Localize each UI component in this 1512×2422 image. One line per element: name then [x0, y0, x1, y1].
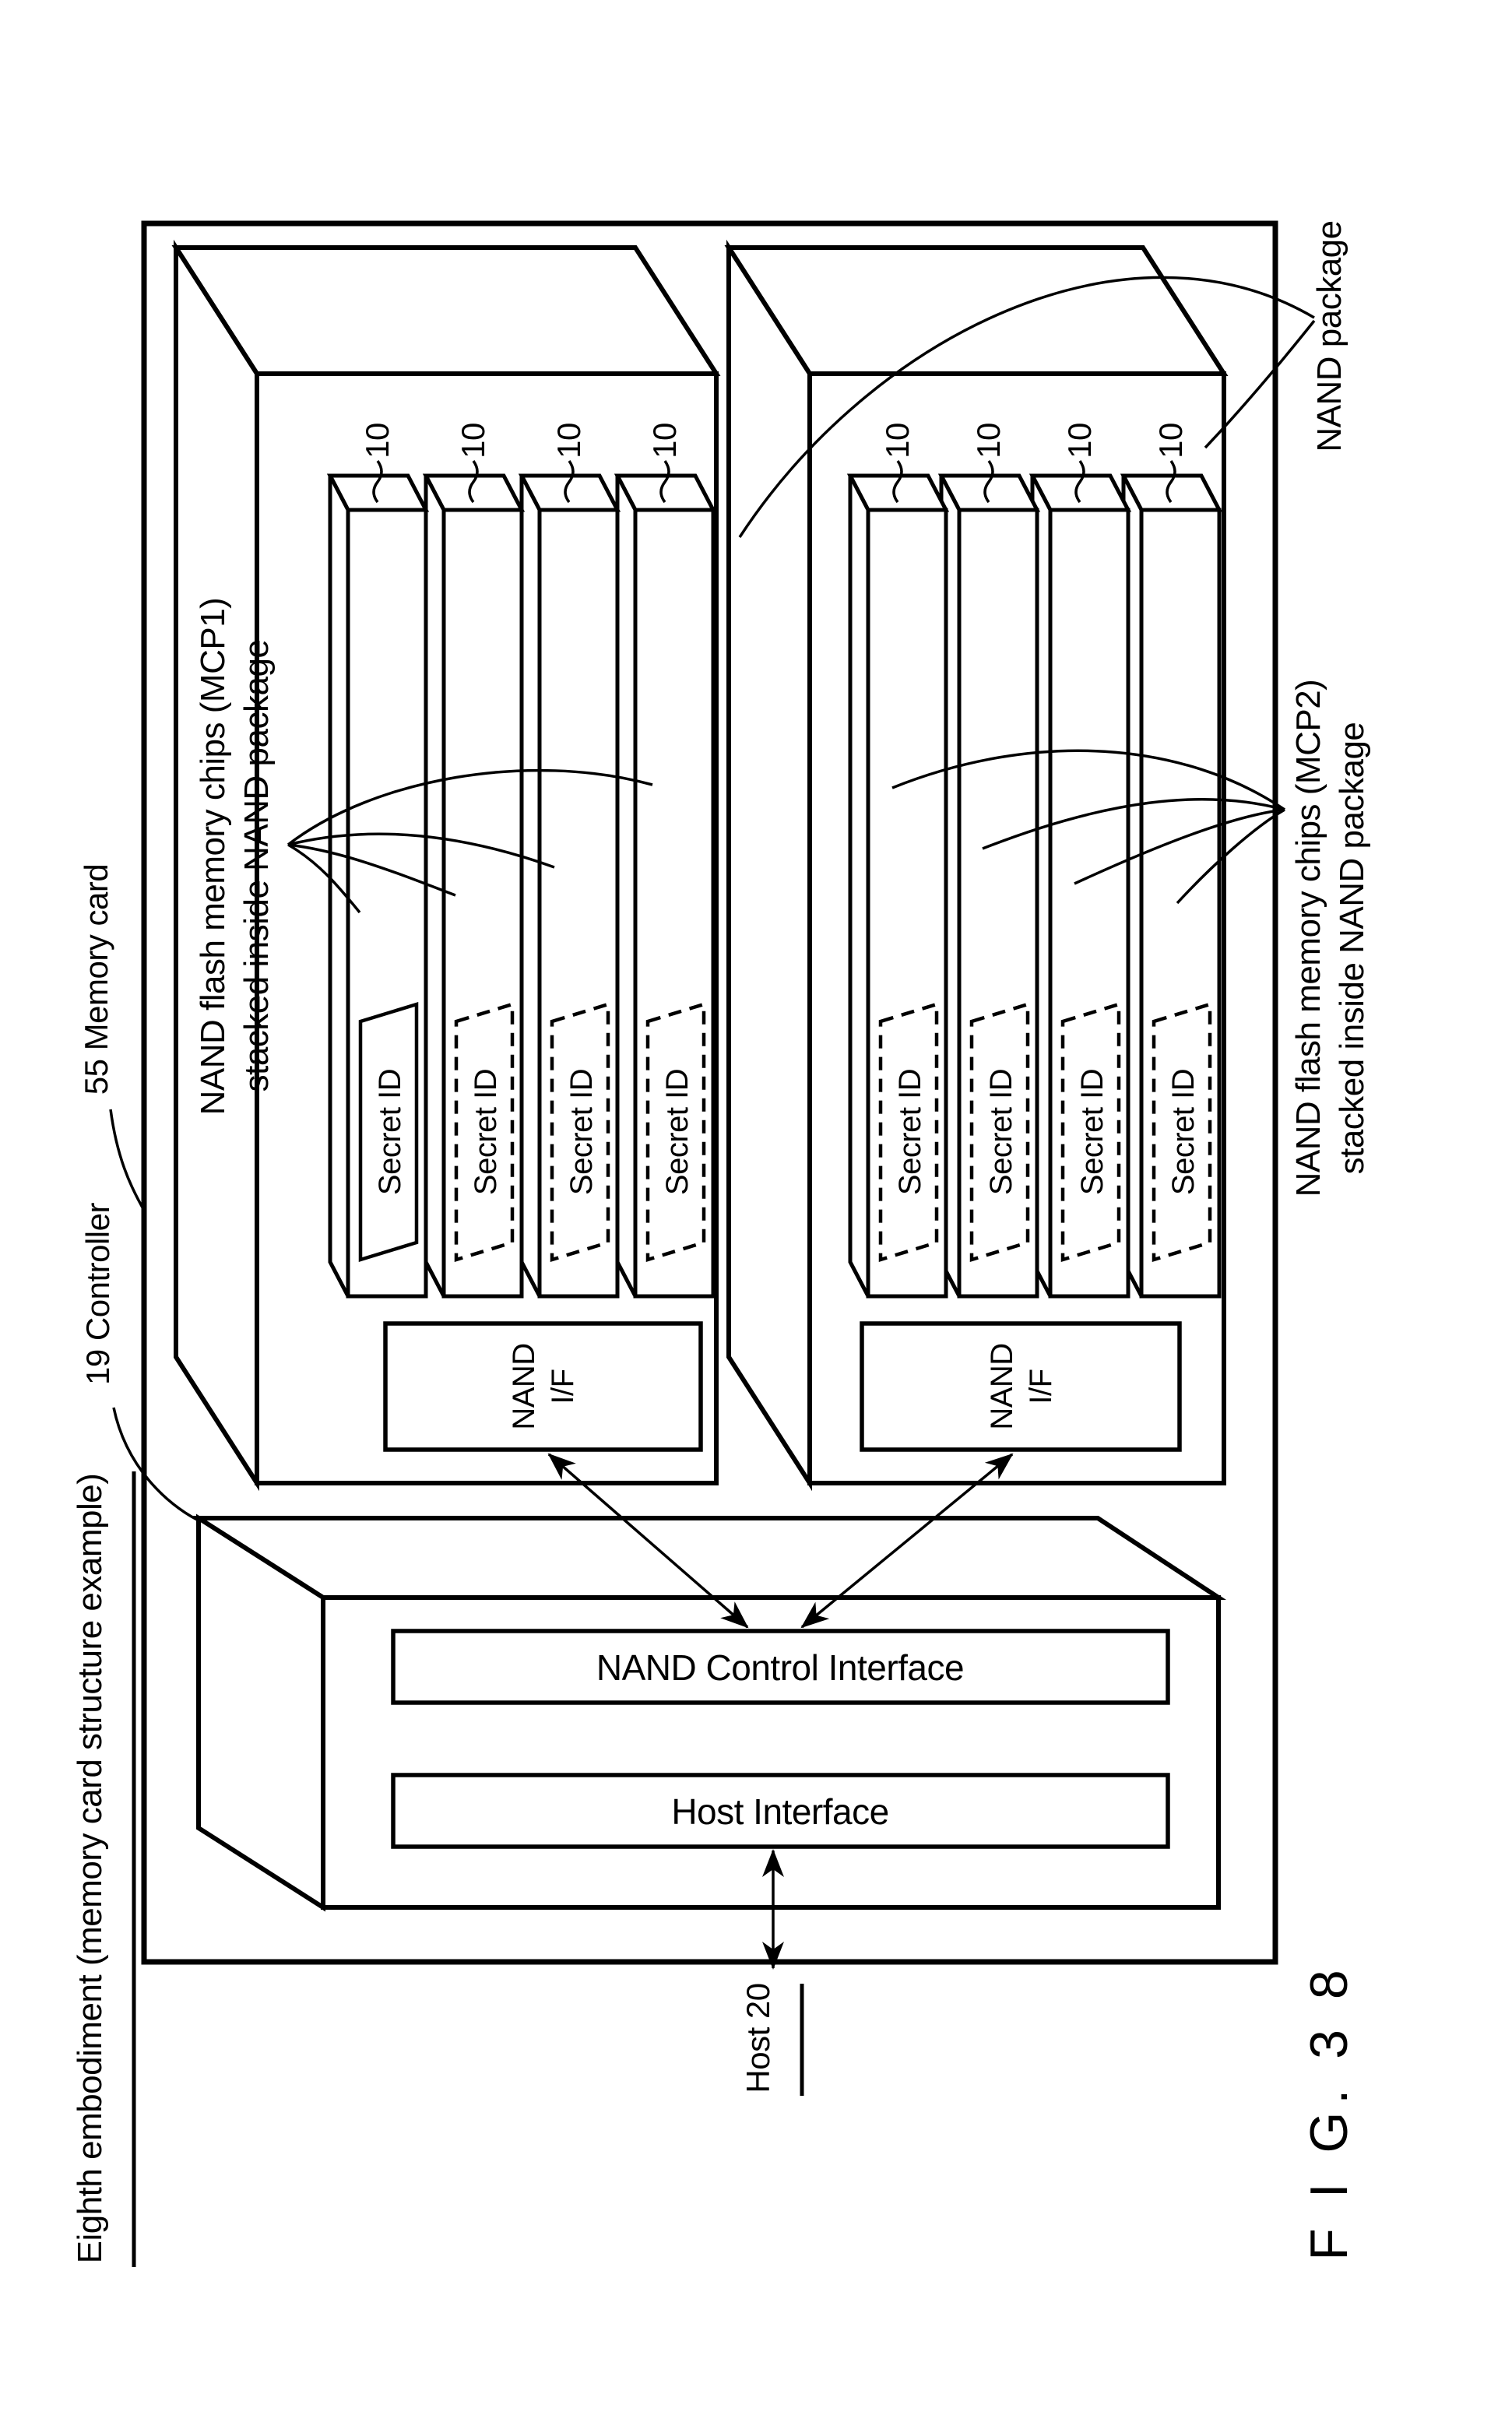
mcp2-chip-3: [1032, 423, 1128, 1296]
mcp2-nand-if-label-line2: I/F: [1024, 1369, 1058, 1404]
mcp1-chip-4: [617, 423, 713, 1296]
mcp1-top-face: [176, 248, 716, 374]
chip-ref-label: 10: [455, 423, 491, 459]
chip-left-face: [617, 476, 635, 1296]
mcp1-label-line1: NAND flash memory chips (MCP1): [194, 597, 232, 1116]
chip-left-face: [522, 476, 540, 1296]
mcp1-nand-if-label-line2: I/F: [546, 1369, 580, 1404]
nand-package-label: NAND package: [1310, 220, 1348, 452]
chip-ref-label: 10: [879, 423, 916, 459]
mcp2-label-line1: NAND flash memory chips (MCP2): [1289, 679, 1327, 1197]
mcp2-chip-4: [1123, 423, 1219, 1296]
mcp1-chip-1: [330, 423, 426, 1296]
host-interface-label: Host Interface: [671, 1791, 889, 1832]
memory-card-leader-line: [111, 1109, 146, 1213]
secret-id-label: Secret ID: [1166, 1068, 1201, 1196]
figure-label: F I G. 3 8: [1299, 1962, 1359, 2261]
chip-ref-label: 10: [550, 423, 587, 459]
host-label: Host 20: [740, 1983, 776, 2093]
nand-control-interface-label: NAND Control Interface: [596, 1647, 965, 1688]
secret-id-label: Secret ID: [469, 1068, 503, 1196]
secret-id-label: Secret ID: [893, 1068, 927, 1196]
chip-left-face: [850, 476, 868, 1296]
memory-card-ref-label: 55 Memory card: [78, 863, 114, 1095]
secret-id-label: Secret ID: [660, 1068, 694, 1196]
mcp2-nand-if-label-line1: NAND: [985, 1343, 1019, 1430]
controller-top-face: [199, 1518, 1218, 1598]
mcp1-chip-3: [522, 423, 617, 1296]
mcp1-nand-if-label-line1: NAND: [507, 1343, 541, 1430]
mcp2-nand-if-box: [862, 1323, 1180, 1450]
mcp1-nand-if-box: [385, 1323, 701, 1450]
mcp2-label-line2: stacked inside NAND package: [1333, 722, 1371, 1175]
mcp2-top-face: [729, 248, 1224, 374]
mcp1-chip-2: [426, 423, 522, 1296]
controller-ref-label: 19 Controller: [79, 1203, 116, 1385]
mcp1-label-line2: stacked inside NAND package: [237, 639, 276, 1092]
mcp2-left-face: [729, 248, 810, 1483]
chip-ref-label: 10: [1152, 423, 1189, 459]
chip-ref-label: 10: [1061, 423, 1098, 459]
chip-ref-label: 10: [359, 423, 396, 459]
secret-id-label: Secret ID: [984, 1068, 1018, 1196]
secret-id-label: Secret ID: [373, 1068, 407, 1196]
chip-ref-label: 10: [646, 423, 683, 459]
secret-id-label: Secret ID: [1075, 1068, 1109, 1196]
controller-box: [199, 1518, 1218, 1907]
secret-id-label: Secret ID: [564, 1068, 599, 1196]
mcp2-chip-2: [941, 423, 1037, 1296]
mcp2-chip-1: [850, 423, 946, 1296]
chip-ref-label: 10: [970, 423, 1007, 459]
page-title: Eighth embodiment (memory card structure example): [71, 1473, 109, 2264]
